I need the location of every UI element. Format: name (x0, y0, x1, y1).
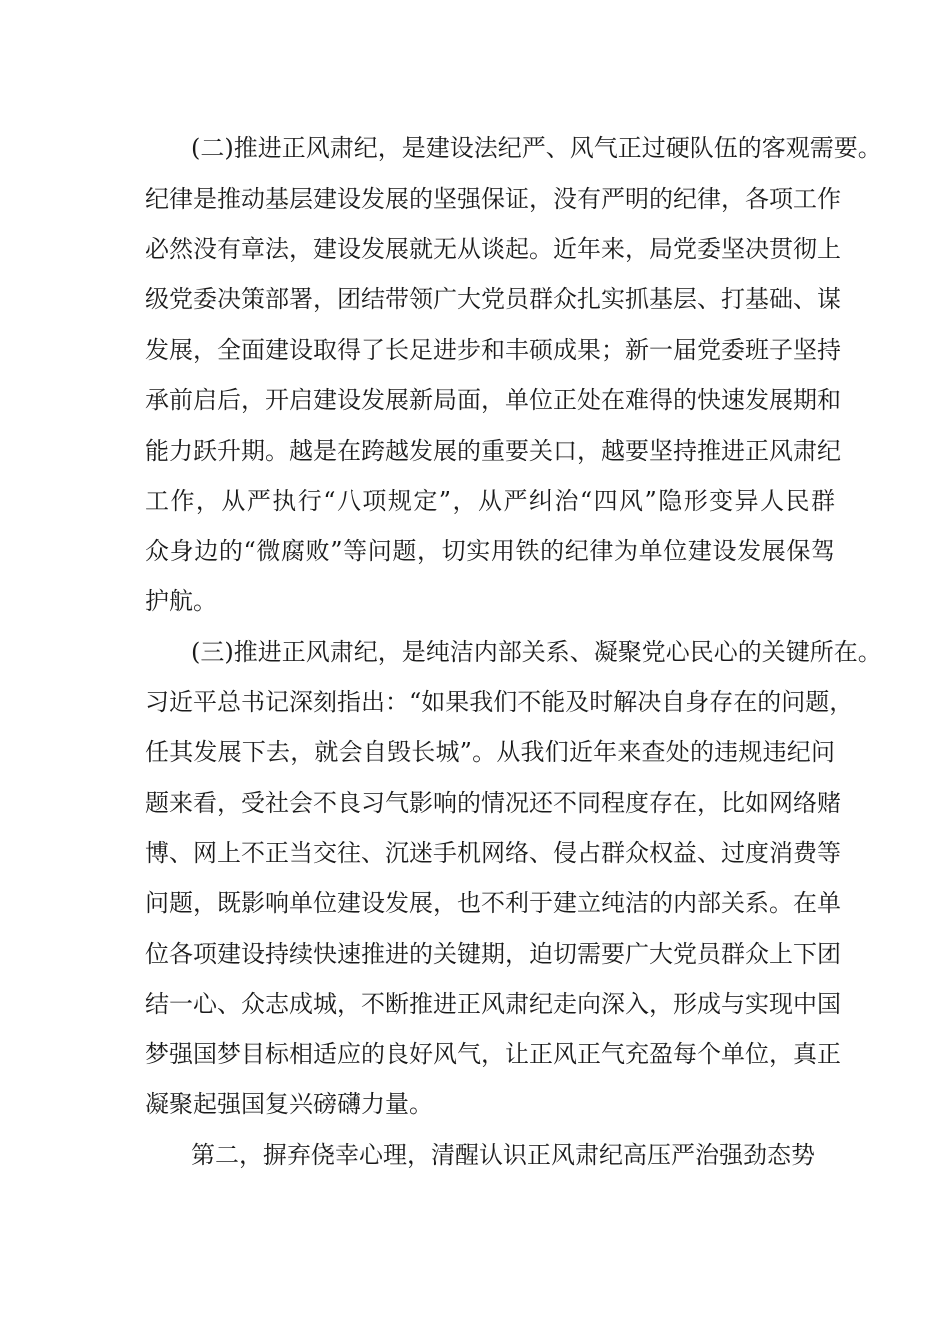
paragraph-3-line-7: 位各项建设持续快速推进的关键期，迫切需要广大党员群众上下团 (145, 940, 841, 968)
paragraph-3-line-10: 凝聚起强国复兴磅礴力量。 (145, 1090, 433, 1118)
paragraph-3-line-4: 题来看，受社会不良习气影响的情况还不同程度存在，比如网络赌 (145, 789, 841, 817)
paragraph-3-line-3: 任其发展下去，就会自毁长城”。从我们近年来查处的违规违纪问 (145, 738, 835, 766)
paragraph-3-line-1: (三)推进正风肃纪，是纯洁内部关系、凝聚党心民心的关键所在。 (191, 638, 882, 666)
paragraph-3-line-9: 梦强国梦目标相适应的良好风气，让正风正气充盈每个单位，真正 (145, 1040, 841, 1068)
paragraph-2-line-6: 承前启后，开启建设发展新局面，单位正处在难得的快速发展期和 (145, 386, 841, 414)
paragraph-3-line-8: 结一心、众志成城，不断推进正风肃纪走向深入，形成与实现中国 (145, 990, 841, 1018)
paragraph-2-line-8: 工作，从严执行“八项规定”，从严纠治“四风”隐形变异人民群 (145, 487, 835, 515)
paragraph-2-line-3: 必然没有章法，建设发展就无从谈起。近年来，局党委坚决贯彻上 (145, 235, 841, 263)
paragraph-2-line-7: 能力跃升期。越是在跨越发展的重要关口，越要坚持推进正风肃纪 (145, 437, 841, 465)
paragraph-3-line-6: 问题，既影响单位建设发展，也不利于建立纯洁的内部关系。在单 (145, 889, 841, 917)
paragraph-2-line-1: (二)推进正风肃纪，是建设法纪严、风气正过硬队伍的客观需要。 (191, 134, 882, 162)
paragraph-3-line-2: 习近平总书记深刻指出：“如果我们不能及时解决自身存在的问题， (145, 688, 854, 716)
paragraph-2-line-10: 护航。 (145, 587, 217, 615)
paragraph-2-line-5: 发展，全面建设取得了长足进步和丰硕成果；新一届党委班子坚持 (145, 336, 841, 364)
section-heading-second: 第二，摒弃侥幸心理，清醒认识正风肃纪高压严治强劲态势 (191, 1141, 815, 1169)
paragraph-2-line-9: 众身边的“微腐败”等问题，切实用铁的纪律为单位建设发展保驾 (145, 537, 835, 565)
paragraph-3-line-5: 博、网上不正当交往、沉迷手机网络、侵占群众权益、过度消费等 (145, 839, 841, 867)
paragraph-2-line-2: 纪律是推动基层建设发展的坚强保证，没有严明的纪律，各项工作 (145, 185, 841, 213)
paragraph-2-line-4: 级党委决策部署，团结带领广大党员群众扎实抓基层、打基础、谋 (145, 285, 841, 313)
